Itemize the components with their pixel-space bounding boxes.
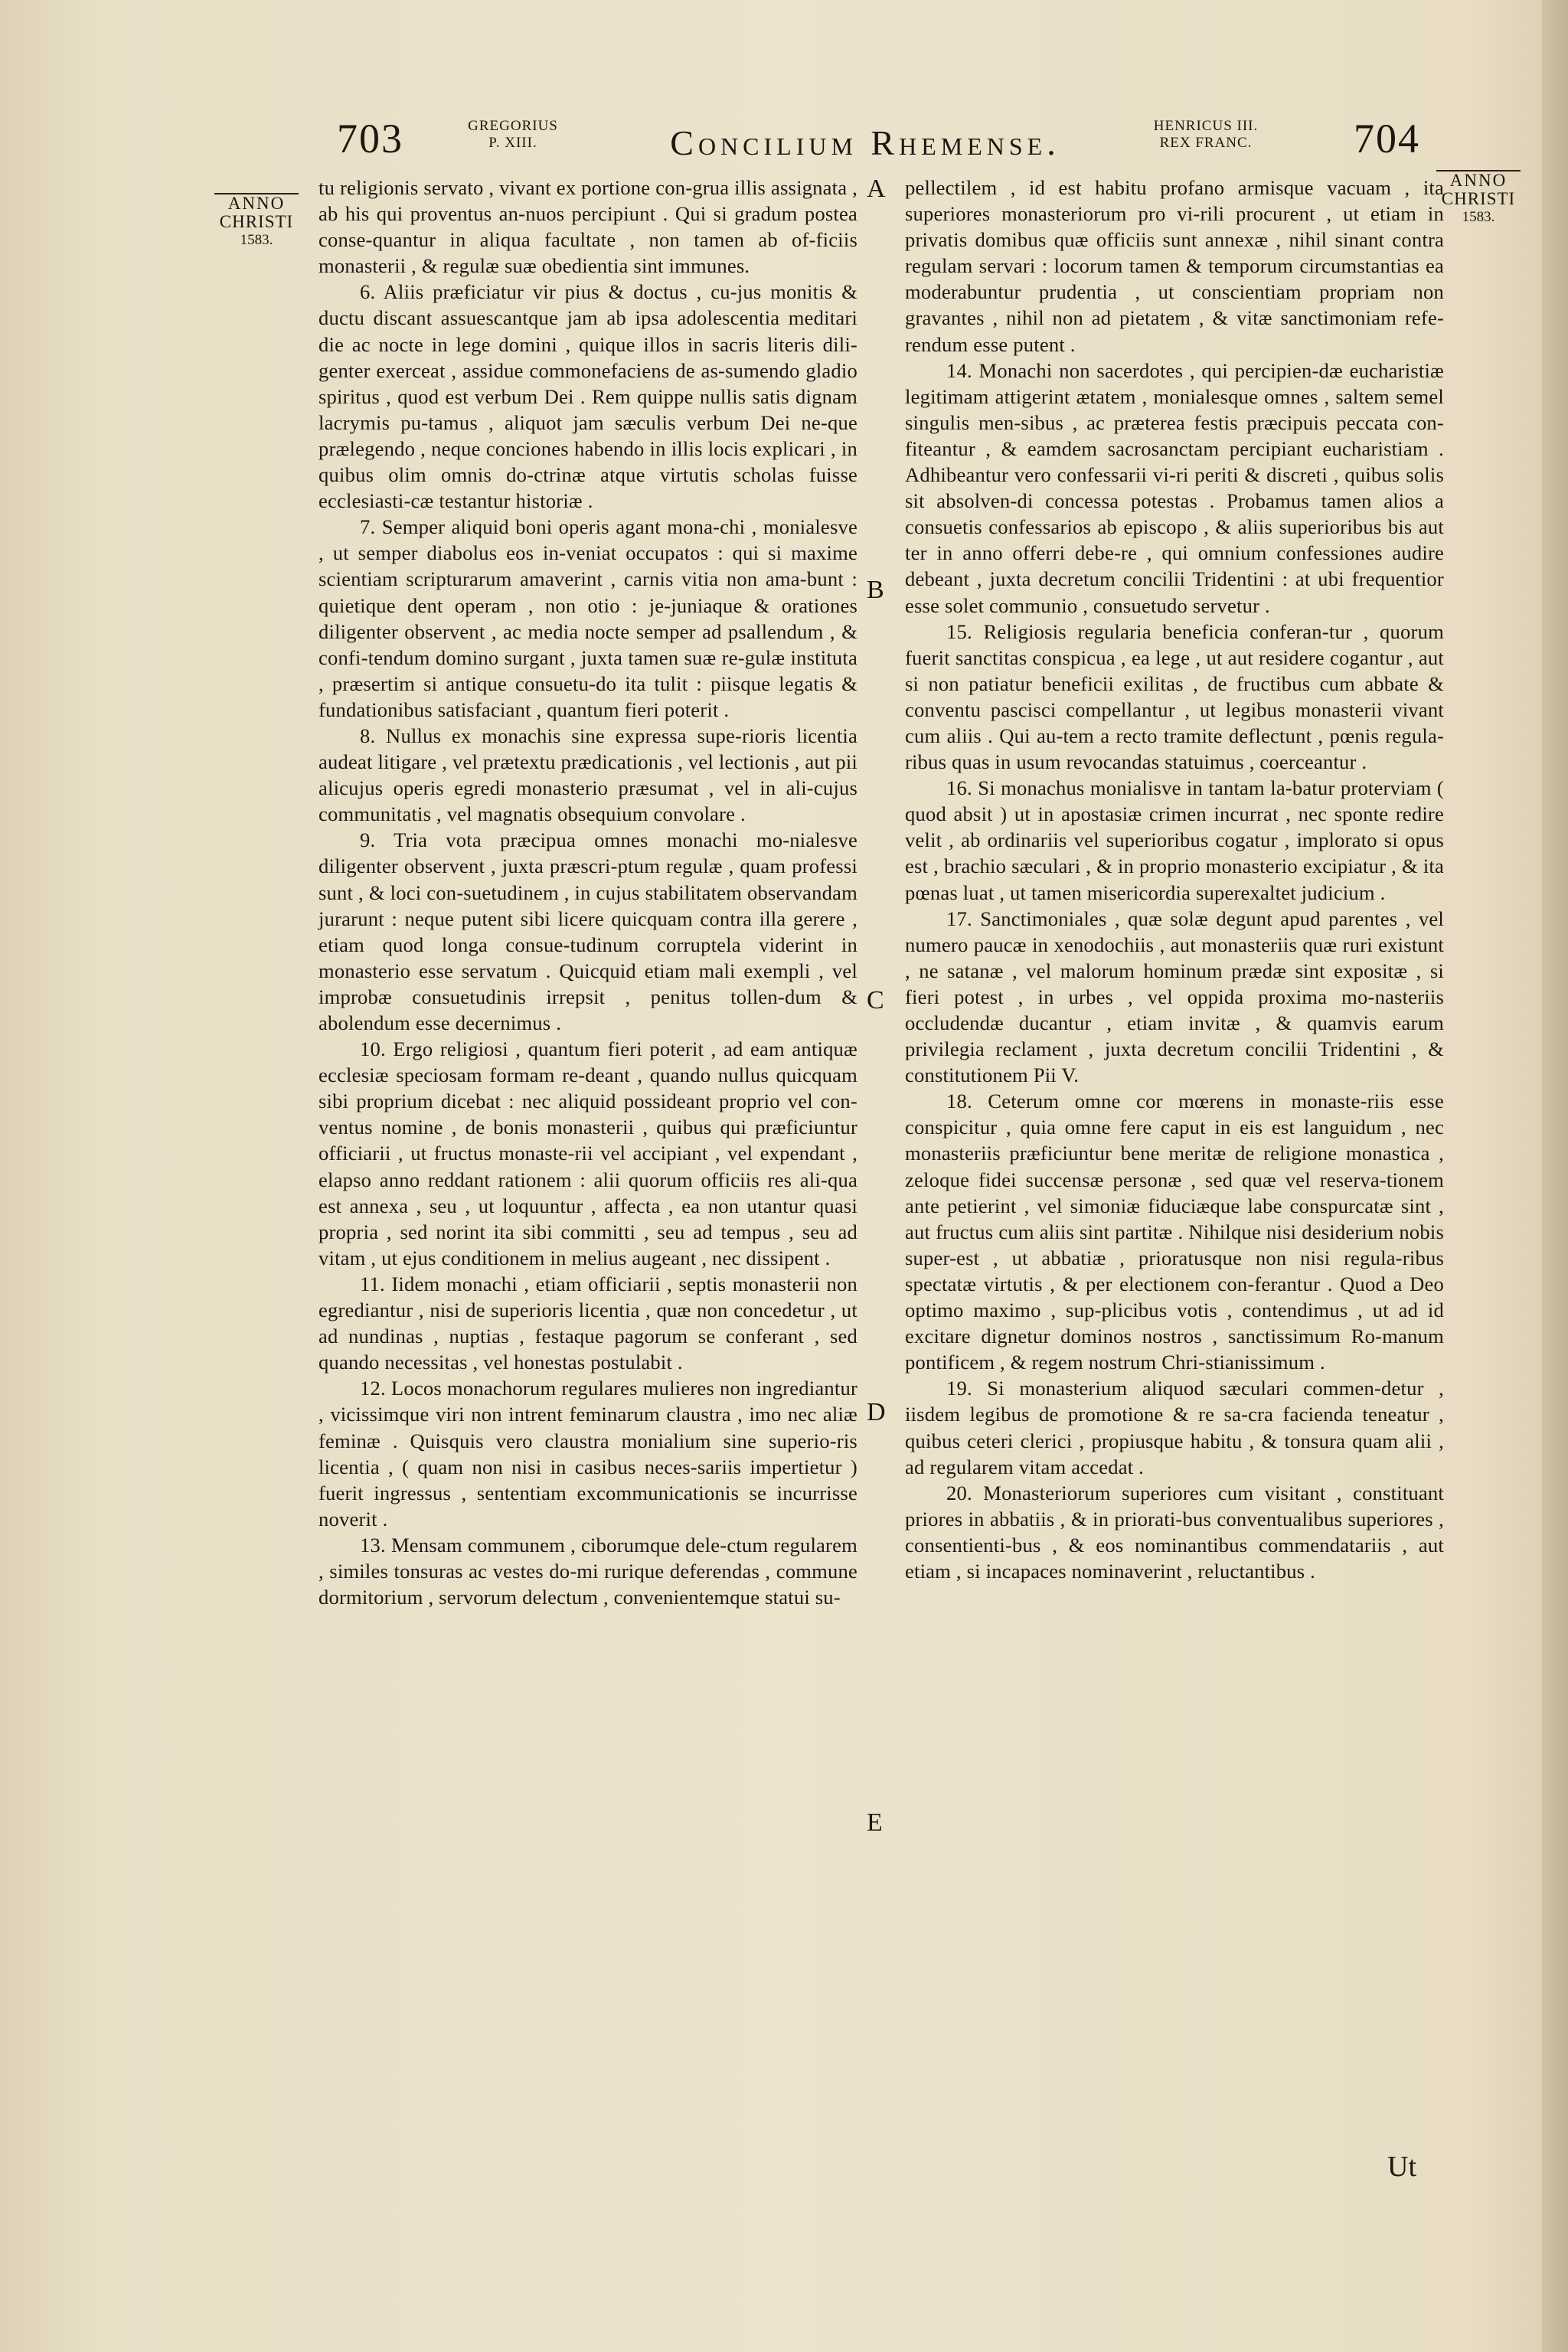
running-head-left-line1: GREGORIUS bbox=[468, 118, 558, 134]
paragraph-18: 18. Ceterum omne cor mœrens in monaste-riis esse conspicitur , quia omne fere caput in eis est languidum , nec monasteriis præficiuntur bene meritæ de religione monastica , zeloque fidei succensæ personæ , sed quæ vel reserva-tionem ante petierint , vel simoniæ fiduciæque labe conspurcatæ sint , aut fructus cum aliis sint partitæ . Nihilque nisi desiderium nobis super-est , ut abbatiæ , prioratusque non nisi regula-ribus spectatæ virtutis , & per electionem con-ferantur . Quod a Deo optimo maximo , sup-plicibus votis , contendimus , ut ad id excitare dignetur dominos nostros , sanctissimum Ro-manum pontificem , & regem nostrum Chri-stianissimum . bbox=[905, 1089, 1444, 1374]
page-header bbox=[0, 115, 1568, 176]
paragraph-12: 12. Locos monachorum regulares mulieres non ingrediantur , vicissimque viri non intrent feminarum claustra , imo nec aliæ feminæ . Quisquis vero claustra monialium sine superio-ris licentia , ( quam non nisi in casibus neces-sariis impertietur ) fuerit ingressus , sententiam excommunicationis se incurrisse noverit . bbox=[318, 1377, 858, 1530]
section-letter-b: B bbox=[867, 576, 884, 604]
running-head-right-line2: REX FRANC. bbox=[1159, 135, 1253, 151]
paragraph-17: 17. Sanctimoniales , quæ solæ degunt apud parentes , vel numero paucæ in xenodochiis , aut monasteriis quæ ruri existunt , ne satanæ , vel malorum hominum prædæ sint expositæ , si fieri potest , in urbes , vel oppida proxima mo-nasteriis occludendæ ducantur , etiam invitæ , & quamvis earum privilegia reclament , juxta decretum concilii Tridentini , & constitutionem Pii V. bbox=[905, 906, 1444, 1087]
paragraph-16: 16. Si monachus monialisve in tantam la-batur proterviam ( quod absit ) ut in apostasiæ crimen incurrat , nec sponte redire velit , ab ordinariis vel superioribus cogatur , implorato si opus est , brachio sæculari , & in proprio monasterio excipiatur , & ita pœnas luat , ut tamen misericordia superexaltet judicium . bbox=[905, 776, 1444, 904]
running-head-right bbox=[1141, 118, 1271, 152]
margin-year: 1583. bbox=[1462, 209, 1495, 225]
paragraph-13-continuation: pellectilem , id est habitu profano armisque vacuam , ita superiores monasteriorum pro vi-rili procurent , ut etiam in privatis domibus quæ officiis sunt annexæ , nihil sinant contra regulam servari : locorum tamen & temporum circumstantias ea moderabuntur prudentia , ut conscientiam propriam non gravantes , nihil non ad pietatem , & vitæ sanctimoniam refe-rendum esse putent . bbox=[905, 176, 1444, 356]
margin-anno: ANNO bbox=[214, 193, 299, 213]
paragraph-6: 6. Aliis præficiatur vir pius & doctus , cu-jus monitis & ductu discant assuescantque jam ab ipsa adolescentia meditari die ac nocte in lege domini , quique illos in sacris literis dili-genter exerceat , assidue commonefaciens de as-sumendo gladio spiritus , quod est verbum Dei . Rem quippe nullis satis dignam lacrymis pu-tamus , aliquot jam sæculis verbum Dei ne-que prælegendo , neque conciones habendo in illis locis explicari , in quibus olim omnis do-ctrinæ atque virtutis scholas fuisse ecclesiasti-cæ testantur historiæ . bbox=[318, 280, 858, 513]
page-number-left: 703 bbox=[337, 116, 403, 162]
paragraph-11: 11. Iidem monachi , etiam officiarii , septis monasterii non egrediantur , nisi de superioris licentia , quæ non concedetur , ut ad nundinas , nuptias , festaque pagorum se conferant , sed quando necessitas , vel honestas postulabit . bbox=[318, 1272, 858, 1374]
text-column-left bbox=[318, 175, 858, 1610]
catchword: Ut bbox=[1387, 2151, 1416, 2183]
margin-year: 1583. bbox=[240, 232, 273, 248]
paragraph-20: 20. Monasteriorum superiores cum visitant , constituant priores in abbatiis , & in priorati-bus conventualibus superiores , consentienti-bus , & eos nominantibus commendatariis , aut etiam , si incapaces nominaverint , reluctantibus . bbox=[905, 1481, 1444, 1583]
section-letter-e: E bbox=[867, 1808, 883, 1837]
paragraph-13: 13. Mensam communem , ciborumque dele-ctum regularem , similes tonsuras ac vestes do-mi rurique deferendas , commune dormitorium , servorum delectum , convenientemque statui su- bbox=[318, 1533, 858, 1609]
paragraph-19: 19. Si monasterium aliquod sæculari commen-detur , iisdem legibus de promotione & re sa-cra facienda teneatur , quibus ceteri clerici , propiusque habitu , & tonsura quam alii , ad regularem vitam accedat . bbox=[905, 1377, 1444, 1478]
page-edge bbox=[1542, 0, 1568, 2352]
paragraph-9: 9. Tria vota præcipua omnes monachi mo-nialesve diligenter observent , juxta præscri-ptum regulæ , quam professi sunt , & loci con-suetudinem , in cujus stabilitatem observandam jurarunt : neque putent sibi licere quicquam contra illa gerere , etiam quod longa consue-tudinum corruptela viderint in monasterio esse servatum . Quicquid etiam mali exempli , vel improbæ consuetudinis irrepsit , penitus tollen-dum & abolendum esse decernimus . bbox=[318, 828, 858, 1034]
section-letter-d: D bbox=[867, 1398, 886, 1426]
text-column-right bbox=[905, 175, 1444, 1584]
paragraph-15: 15. Religiosis regularia beneficia conferan-tur , quorum fuerit sanctitas conspicua , ea lege , ut aut residere cogantur , aut si non patiatur beneficii exilitas , de fructibus cum abbate & conventu pascisci compellantur , ut legibus monasterii vivant cum aliis . Qui au-tem a recto tramite deflectunt , pœnis regula-ribus quas in usum revocandas statuimus , coerceantur . bbox=[905, 619, 1444, 774]
margin-anno: ANNO bbox=[1436, 170, 1521, 190]
paragraph-14: 14. Monachi non sacerdotes , qui percipien-dæ eucharistiæ legitimam attigerint ætatem , monialesque omnes , saltem semel singulis men-sibus , ac præterea festis præcipuis peccata con-fiteantur , & eamdem sacrosanctam percipiant eucharistiam . Adhibeantur vero confessarii vi-ri periti & discreti , quibus solis sit absolven-di concessa potestas . Probamus tamen alios a consuetis confessarios ab episcopo , & aliis superioribus bis aut ter in anno offerri debe-re , qui omnium confessiones audire debeant , juxta decretum concilii Tridentini : at ubi frequentior esse solet communio , consuetudo servetur . bbox=[905, 358, 1444, 617]
section-letter-a: A bbox=[867, 175, 886, 203]
section-letter-c: C bbox=[867, 986, 884, 1014]
margin-christi: CHRISTI bbox=[1441, 189, 1516, 208]
running-head-left bbox=[459, 118, 567, 152]
paragraph-continuation: tu religionis servato , vivant ex portione con-grua illis assignata , ab his qui proventus an-nuos percipiunt . Qui si gradum postea conse-quantur in aliqua facultate , non tamen ab of-ficiis monasterii , & regulæ suæ obedientia sint immunes. bbox=[318, 176, 858, 278]
page-number-right: 704 bbox=[1354, 116, 1420, 162]
running-head-right-line1: HENRICUS III. bbox=[1153, 118, 1259, 134]
paragraph-8: 8. Nullus ex monachis sine expressa supe-rioris licentia audeat litigare , vel prætextu prædicationis , vel lectionis , aut pii alicujus operis egredi monasterio præsumat , vel in ali-cujus communitatis , vel magnatis obsequium convolare . bbox=[318, 724, 858, 826]
running-head-left-line2: P. XIII. bbox=[488, 135, 537, 151]
margin-note-left bbox=[214, 193, 299, 250]
margin-christi: CHRISTI bbox=[219, 212, 294, 231]
page-title: Concilium Rhemense. bbox=[670, 123, 1060, 162]
margin-note-right bbox=[1436, 170, 1521, 227]
paragraph-7: 7. Semper aliquid boni operis agant mona-chi , monialesve , ut semper diabolus eos in-veniat occupatos : qui si maxime scientiam scripturarum amaverint , carnis vitia non ama-bunt : quietique dent operam , non otio : je-juniaque & orationes diligenter observent , ac media nocte semper ad psallendum , & confi-tendum domino surgant , juxta tamen suæ re-gulæ instituta , præsertim si antique consuetu-do ita tulit : piisque legatis & fundationibus satisfaciant , quantum fieri poterit . bbox=[318, 515, 858, 721]
paragraph-10: 10. Ergo religiosi , quantum fieri poterit , ad eam antiquæ ecclesiæ speciosam formam re-deant , quando nullus quicquam sibi proprium dicebat : nec aliquid possideant proprio vel con-ventus nomine , de bonis monasterii , quibus qui præficiuntur officiarii , ut fructus monaste-rii vel accipiant , vel expendant , elapso anno reddant rationem : alii quorum officiis res ali-qua est annexa , seu , ut loquuntur , affecta , ea non utantur quasi propria , sed norint ita sibi committi , seu ad tempus , seu ad vitam , ut ejus conditionem in melius augeant , nec dissipent . bbox=[318, 1037, 858, 1269]
